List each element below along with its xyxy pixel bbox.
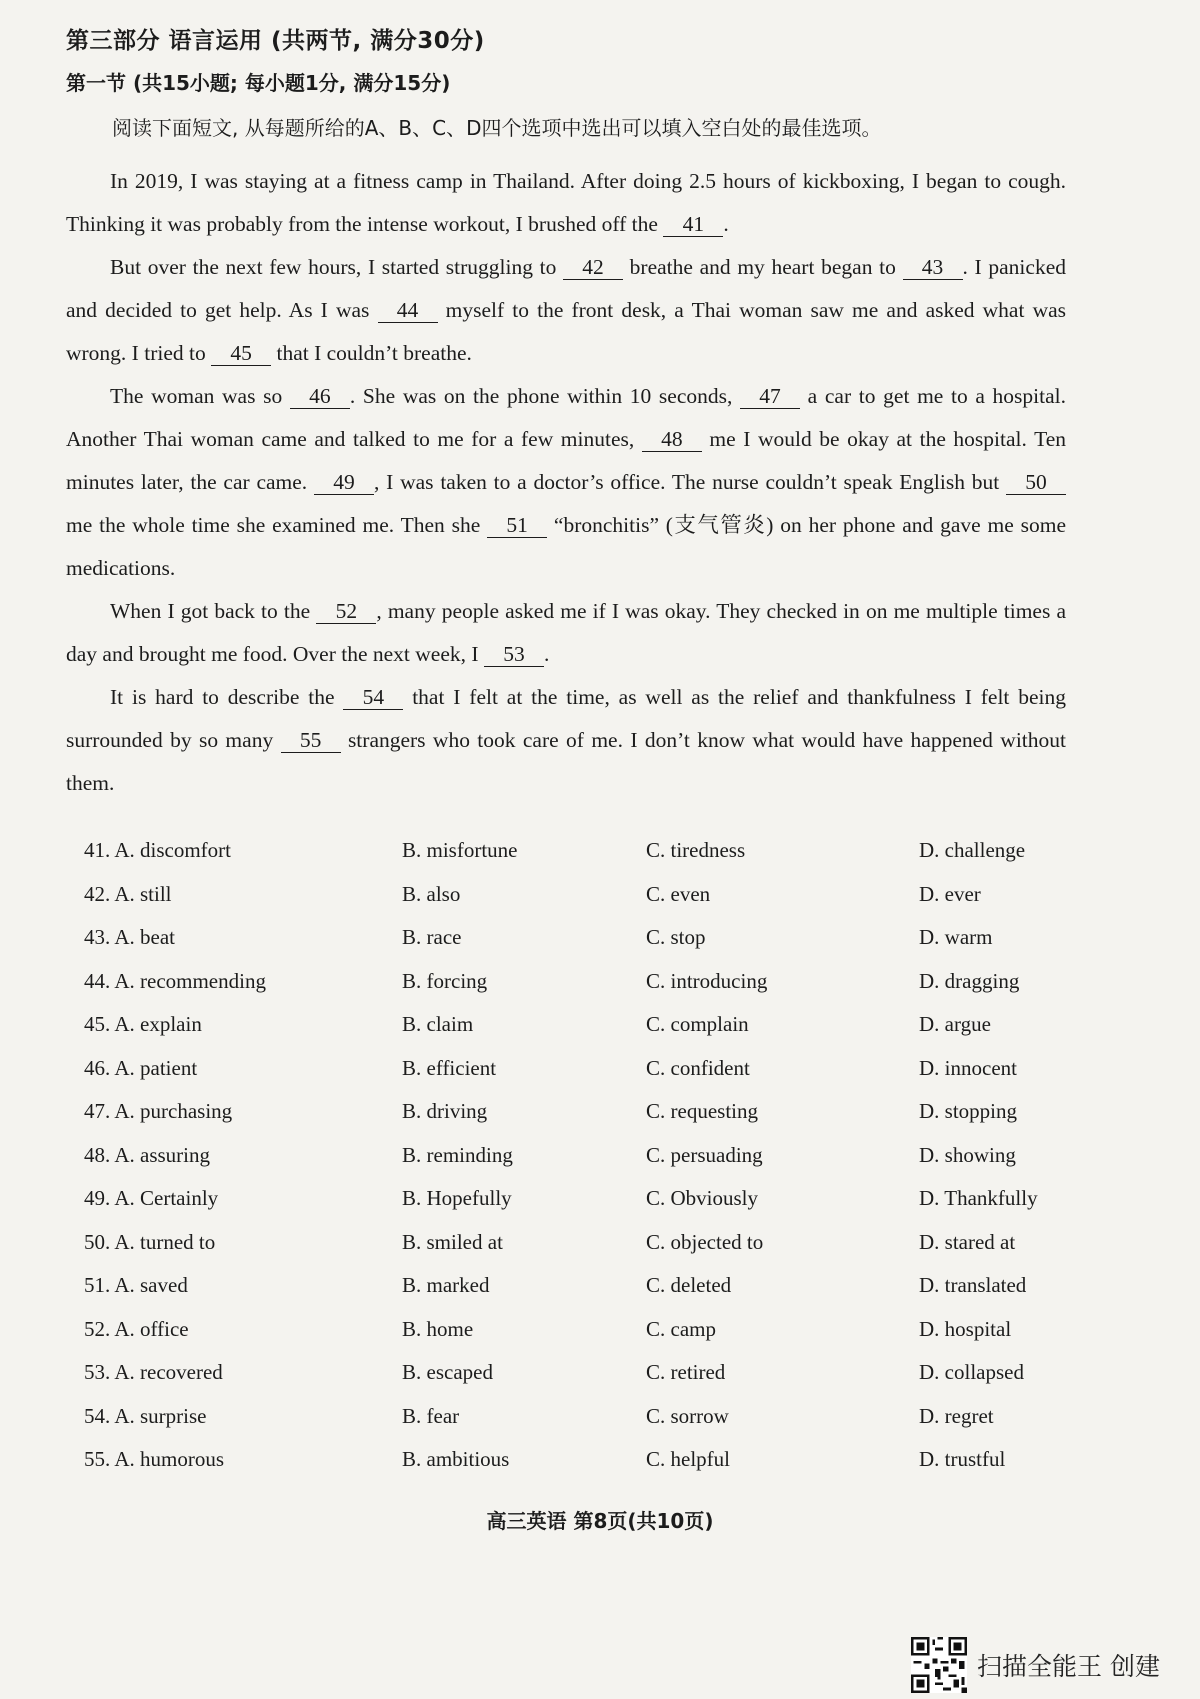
option-a: 50. A. turned to: [84, 1229, 216, 1254]
blank-52: 52: [316, 599, 376, 624]
option-c: C. retired: [646, 1360, 726, 1384]
option-b: B. driving: [402, 1099, 488, 1123]
option-b: B. also: [402, 881, 461, 906]
paragraph-5: [66, 676, 1066, 805]
scanner-watermark: [911, 1637, 1160, 1693]
passage-text: myself to the front desk, a Thai woman saw me and asked what was wrong. I tried to: [66, 298, 1067, 365]
option-b: B. race: [402, 925, 462, 949]
option-row: [84, 1404, 1084, 1448]
option-row: [84, 1230, 1084, 1274]
blank-54: 54: [343, 685, 403, 710]
option-d: D. regret: [919, 1403, 994, 1428]
passage-text: But over the next few hours, I started struggling to: [110, 255, 564, 279]
cloze-passage: [66, 160, 1066, 805]
option-a: 44. A. recommending: [84, 968, 266, 993]
option-a: 53. A. recovered: [84, 1360, 223, 1384]
option-a: 45. A. explain: [84, 1012, 202, 1036]
option-d: D. stared at: [919, 1229, 1016, 1254]
option-d: D. hospital: [919, 1316, 1012, 1341]
option-d: D. Thankfully: [919, 1186, 1038, 1210]
passage-text: It is hard to describe the: [110, 685, 344, 709]
option-c: C. objected to: [646, 1229, 764, 1254]
passage-text: In 2019, I was staying at a fitness camp in Thailand. After doing 2.5 hours of kickboxing, I began to cough. Thinking it was probably from the intense workout, I brushed off the: [66, 169, 1066, 236]
blank-49: 49: [314, 470, 374, 495]
passage-text: .: [543, 642, 550, 666]
blank-48: 48: [642, 427, 702, 452]
option-b: B. escaped: [402, 1360, 493, 1384]
blank-41: 41: [663, 212, 723, 237]
option-b: B. misfortune: [402, 838, 518, 862]
blank-47: 47: [740, 384, 800, 409]
option-c: C. introducing: [646, 968, 768, 993]
option-d: D. warm: [919, 925, 993, 949]
option-c: C. persuading: [646, 1142, 763, 1167]
passage-text: . I panicked and decided to get help. As I was: [66, 255, 1066, 322]
option-d: D. trustful: [919, 1447, 1006, 1471]
page-footer: 高三英语 第8页(共10页): [486, 1509, 714, 1533]
option-b: B. home: [402, 1316, 474, 1341]
option-d: D. stopping: [919, 1099, 1018, 1123]
option-b: B. smiled at: [402, 1229, 503, 1254]
blank-55: 55: [281, 728, 341, 753]
option-a: 43. A. beat: [84, 925, 175, 949]
option-a: 51. A. saved: [84, 1273, 188, 1297]
option-row: [84, 1099, 1084, 1143]
instructions: 阅读下面短文, 从每题所给的A、B、C、D四个选项中选出可以填入空白处的最佳选项。: [112, 116, 882, 140]
part-title: 第三部分 语言运用 (共两节, 满分30分): [66, 28, 485, 54]
option-c: C. helpful: [646, 1447, 730, 1471]
option-row: [84, 838, 1084, 882]
option-d: D. challenge: [919, 838, 1026, 862]
blank-45: 45: [211, 341, 271, 366]
passage-text: me I would be okay at the hospital. Ten minutes later, the car came.: [66, 427, 1066, 494]
option-c: C. tiredness: [646, 838, 746, 862]
option-c: C. deleted: [646, 1273, 732, 1297]
option-b: B. marked: [402, 1273, 490, 1297]
blank-42: 42: [563, 255, 623, 280]
option-row: [84, 1447, 1084, 1491]
option-b: B. fear: [402, 1403, 460, 1428]
blank-43: 43: [903, 255, 963, 280]
passage-text: breathe and my heart began to: [623, 255, 903, 279]
qr-code-icon: [911, 1637, 967, 1693]
passage-text: . She was on the phone within 10 seconds,: [349, 384, 741, 408]
option-b: B. forcing: [402, 968, 488, 993]
watermark-text: 扫描全能王 创建: [977, 1652, 1160, 1681]
option-d: D. showing: [919, 1142, 1016, 1167]
passage-text: me the whole time she examined me. Then she: [66, 513, 488, 537]
passage-text: “bronchitis” (支气管炎) on her phone and gave me some medications.: [66, 513, 1066, 580]
option-b: B. Hopefully: [402, 1186, 512, 1210]
option-a: 54. A. surprise: [84, 1403, 207, 1428]
option-a: 52. A. office: [84, 1316, 189, 1341]
option-a: 48. A. assuring: [84, 1142, 210, 1167]
passage-text: strangers who took care of me. I don’t know what would have happened without them.: [66, 728, 1066, 795]
option-b: B. ambitious: [402, 1447, 510, 1471]
option-row: [84, 1273, 1084, 1317]
option-c: C. confident: [646, 1055, 750, 1080]
option-row: [84, 969, 1084, 1013]
option-c: C. Obviously: [646, 1186, 759, 1210]
option-a: 41. A. discomfort: [84, 838, 231, 862]
option-c: C. even: [646, 881, 711, 906]
option-d: D. ever: [919, 881, 981, 906]
option-d: D. dragging: [919, 968, 1020, 993]
passage-text: .: [723, 212, 729, 236]
paragraph-3: [66, 375, 1066, 590]
answer-options: [84, 838, 1084, 1491]
option-c: C. stop: [646, 925, 706, 949]
option-d: D. translated: [919, 1273, 1027, 1297]
passage-text: The woman was so: [110, 384, 290, 408]
option-a: 47. A. purchasing: [84, 1099, 233, 1123]
option-a: 55. A. humorous: [84, 1447, 225, 1471]
option-a: 46. A. patient: [84, 1055, 198, 1080]
option-d: D. collapsed: [919, 1360, 1024, 1384]
blank-51: 51: [487, 513, 547, 538]
passage-text: , many people asked me if I was okay. They checked in on me multiple times a day and brought me food. Over the next week, I: [66, 599, 1066, 666]
blank-44: 44: [378, 298, 438, 323]
option-row: [84, 925, 1084, 969]
passage-text: that I couldn’t breathe.: [271, 341, 472, 365]
option-b: B. reminding: [402, 1142, 513, 1167]
paragraph-4: [66, 590, 1066, 676]
option-b: B. efficient: [402, 1055, 497, 1080]
option-row: [84, 1056, 1084, 1100]
paragraph-2: [66, 246, 1066, 375]
blank-46: 46: [290, 384, 350, 409]
blank-50: 50: [1006, 470, 1066, 495]
option-row: [84, 1143, 1084, 1187]
option-d: D. argue: [919, 1012, 991, 1036]
option-c: C. complain: [646, 1012, 749, 1036]
option-a: 42. A. still: [84, 881, 172, 906]
option-row: [84, 1186, 1084, 1230]
passage-text: When I got back to the: [110, 599, 317, 623]
passage-text: a car to get me to a hospital. Another Thai woman came and talked to me for a few minutes,: [66, 384, 1067, 451]
option-row: [84, 882, 1084, 926]
option-row: [84, 1012, 1084, 1056]
option-c: C. requesting: [646, 1099, 758, 1123]
paragraph-1: [66, 160, 1066, 246]
passage-text: , I was taken to a doctor’s office. The nurse couldn’t speak English but: [373, 470, 1007, 494]
passage-text: that I felt at the time, as well as the relief and thankfulness I felt being surrounded by so many: [66, 685, 1067, 752]
option-row: [84, 1317, 1084, 1361]
option-row: [84, 1360, 1084, 1404]
option-c: C. sorrow: [646, 1403, 729, 1428]
section-title: 第一节 (共15小题; 每小题1分, 满分15分): [66, 71, 451, 95]
option-b: B. claim: [402, 1012, 474, 1036]
blank-53: 53: [484, 642, 544, 667]
option-d: D. innocent: [919, 1055, 1017, 1080]
option-a: 49. A. Certainly: [84, 1186, 219, 1210]
option-c: C. camp: [646, 1316, 716, 1341]
